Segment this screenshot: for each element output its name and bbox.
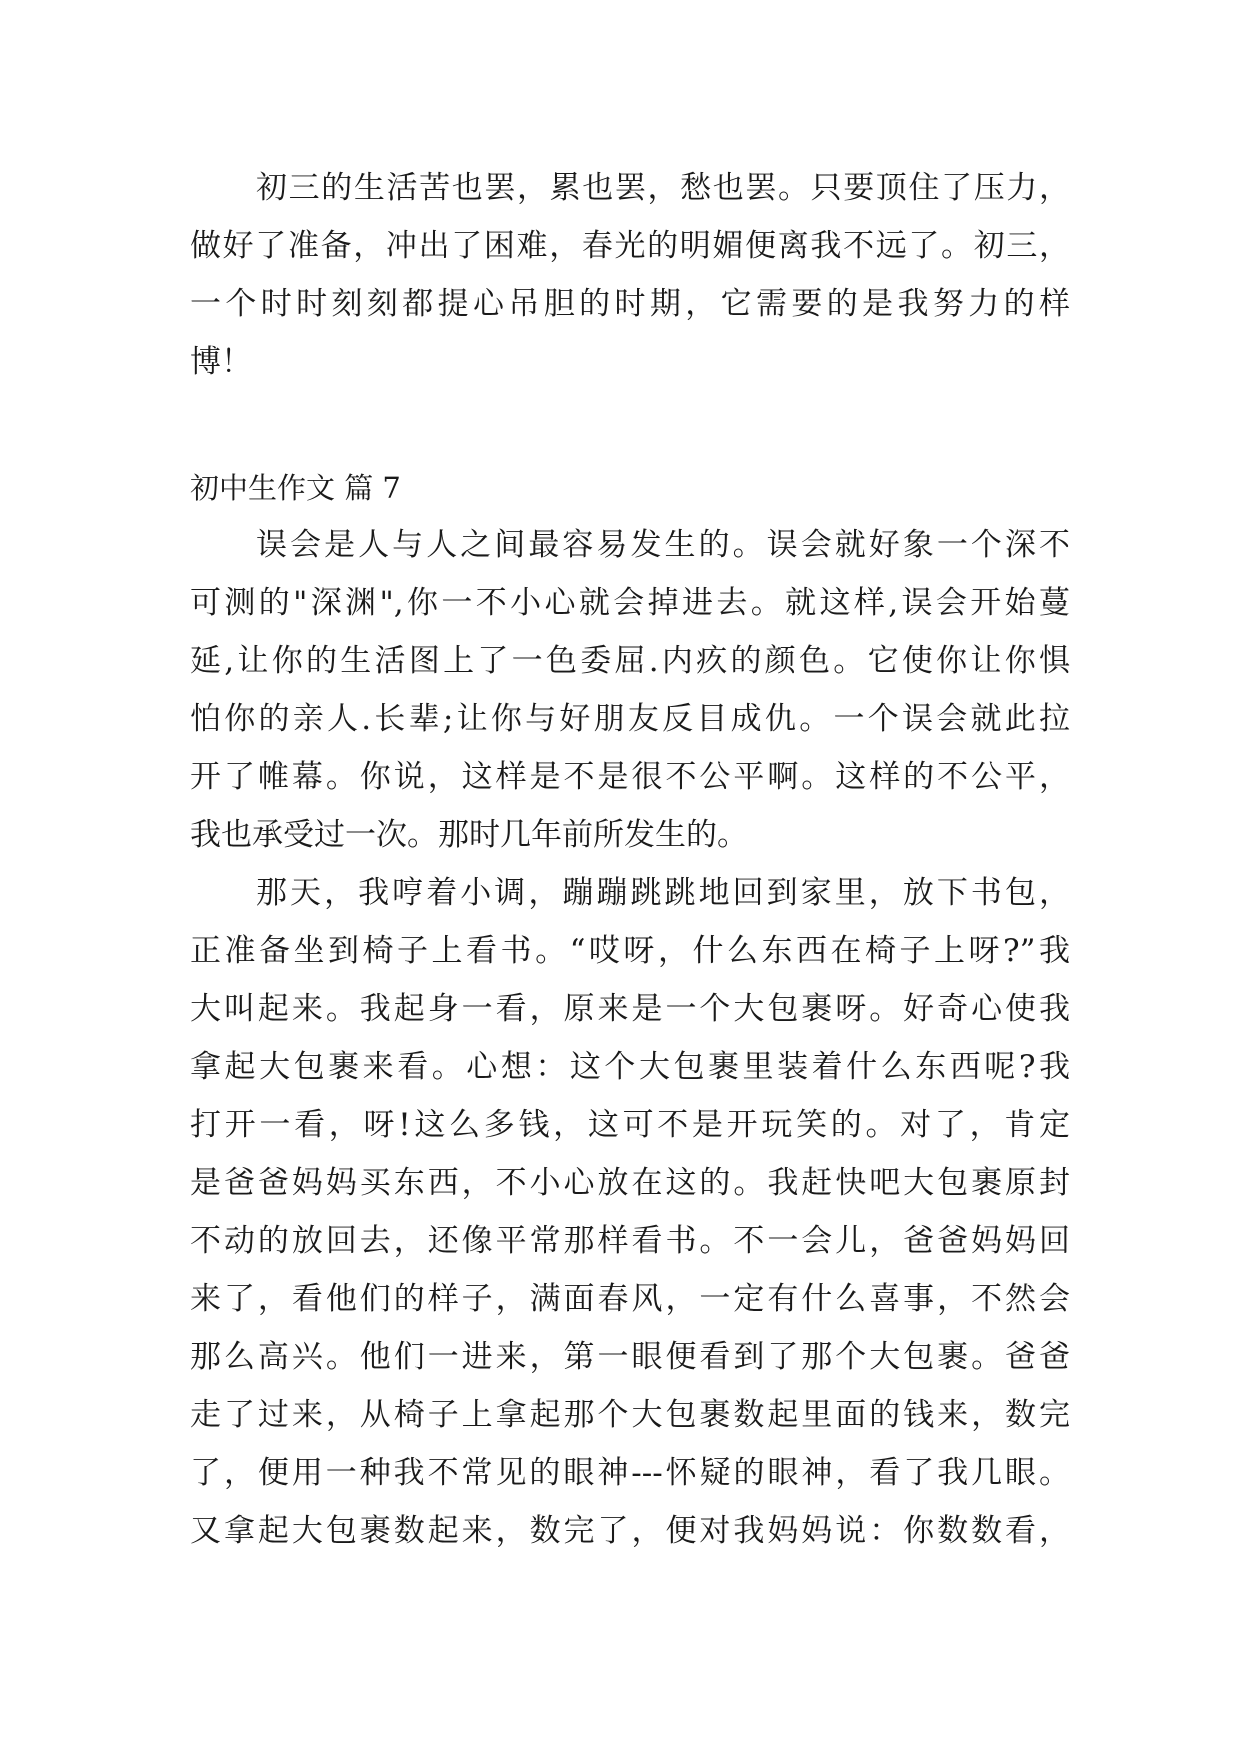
paragraph-3-line-3: 大叫起来。我起身一看，原来是一个大包裹呀。好奇心使我 bbox=[190, 991, 1070, 1027]
paragraph-2-line-5: 开了帷幕。你说，这样是不是很不公平啊。这样的不公平， bbox=[190, 759, 1070, 795]
paragraph-3-line-9: 那么高兴。他们一进来，第一眼便看到了那个大包裹。爸爸 bbox=[190, 1339, 1070, 1375]
paragraph-3-line-10: 走了过来，从椅子上拿起那个大包裹数起里面的钱来，数完 bbox=[190, 1397, 1070, 1433]
paragraph-2-line-2: 可测的"深渊",你一不小心就会掉进去。就这样,误会开始蔓 bbox=[190, 585, 1070, 621]
paragraph-3-line-4: 拿起大包裹来看。心想：这个大包裹里装着什么东西呢?我 bbox=[190, 1049, 1070, 1085]
paragraph-3-line-6: 是爸爸妈妈买东西，不小心放在这的。我赶快吧大包裹原封 bbox=[190, 1165, 1070, 1201]
paragraph-3-line-8: 来了，看他们的样子，满面春风，一定有什么喜事，不然会 bbox=[190, 1281, 1070, 1317]
paragraph-1-line-1: 初三的生活苦也罢，累也罢，愁也罢。只要顶住了压力， bbox=[256, 170, 1070, 206]
section-title: 初中生作文 篇 7 bbox=[190, 471, 401, 505]
paragraph-1-line-4: 博！ bbox=[190, 344, 252, 380]
paragraph-3-line-12: 又拿起大包裹数起来，数完了，便对我妈妈说：你数数看， bbox=[190, 1513, 1070, 1549]
paragraph-3-line-11: 了，便用一种我不常见的眼神---怀疑的眼神，看了我几眼。 bbox=[190, 1455, 1070, 1491]
paragraph-2-line-4: 怕你的亲人.长辈;让你与好朋友反目成仇。一个误会就此拉 bbox=[190, 701, 1070, 737]
paragraph-2-line-3: 延,让你的生活图上了一色委屈.内疚的颜色。它使你让你惧 bbox=[190, 643, 1070, 679]
paragraph-3-line-1: 那天，我哼着小调，蹦蹦跳跳地回到家里，放下书包， bbox=[256, 875, 1070, 911]
paragraph-2-line-1: 误会是人与人之间最容易发生的。误会就好象一个深不 bbox=[256, 527, 1070, 563]
paragraph-1-line-2: 做好了准备，冲出了困难，春光的明媚便离我不远了。初三， bbox=[190, 228, 1070, 264]
paragraph-3-line-7: 不动的放回去，还像平常那样看书。不一会儿，爸爸妈妈回 bbox=[190, 1223, 1070, 1259]
paragraph-3-line-5: 打开一看，呀!这么多钱，这可不是开玩笑的。对了，肯定 bbox=[190, 1107, 1070, 1143]
paragraph-1-line-3: 一个时时刻刻都提心吊胆的时期，它需要的是我努力的样 bbox=[190, 286, 1070, 322]
paragraph-3-line-2: 正准备坐到椅子上看书。“哎呀，什么东西在椅子上呀?”我 bbox=[190, 933, 1070, 969]
paragraph-2-line-6: 我也承受过一次。那时几年前所发生的。 bbox=[190, 817, 748, 853]
